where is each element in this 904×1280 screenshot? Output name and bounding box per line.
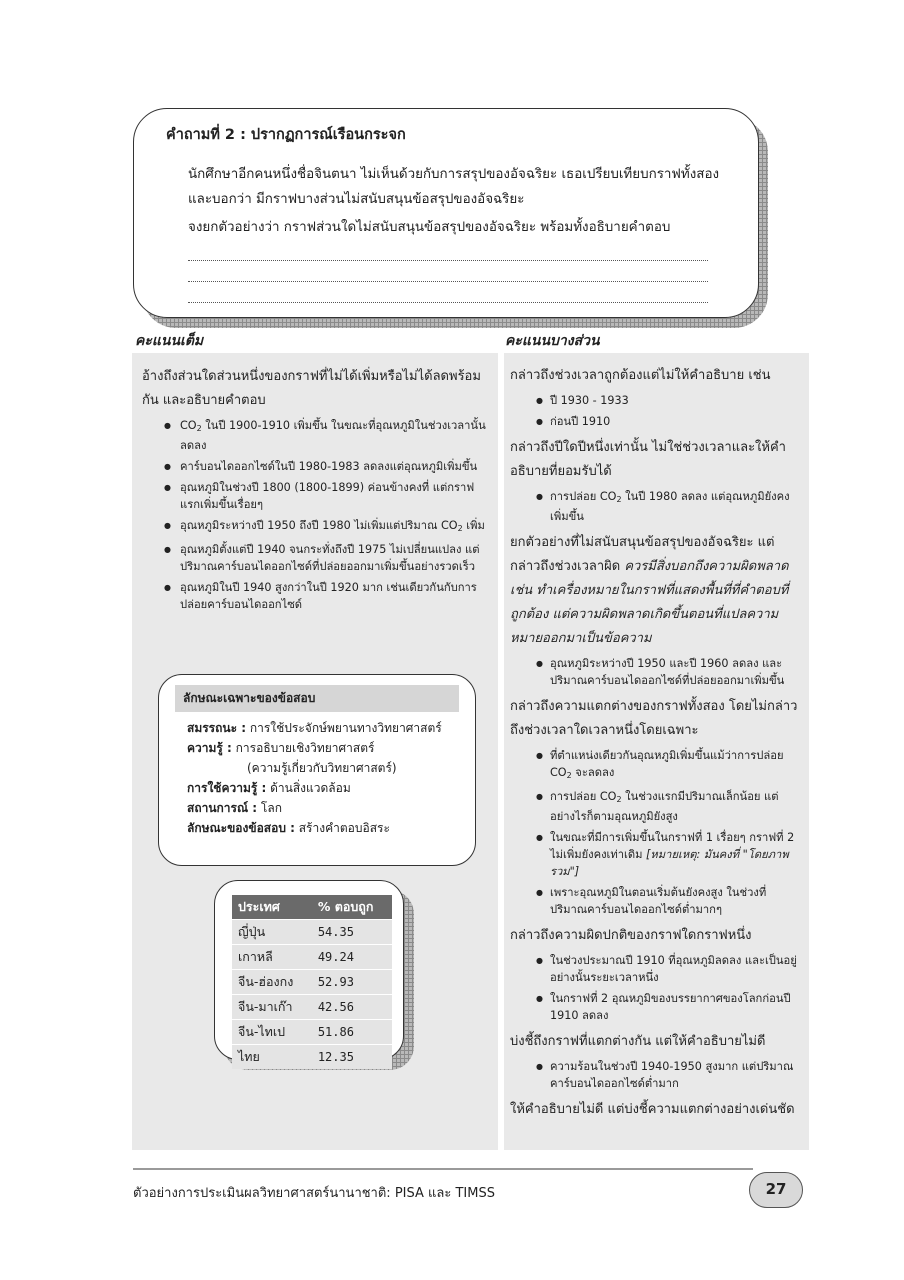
full-credit-heading: คะแนนเต็ม	[135, 333, 204, 349]
question-text	[166, 162, 728, 240]
situation-row: สถานการณ์ : โลก	[187, 801, 282, 815]
characteristics-heading: ลักษณะเฉพาะของข้อสอบ	[175, 685, 459, 712]
footer-divider	[133, 1168, 753, 1170]
list-item: ● คาร์บอนไดออกไซด์ในปี 1980-1983 ลดลงแต่อุณหภูมิเพิ่มขึ้น	[142, 458, 488, 475]
partial-list	[510, 747, 801, 918]
application-row: การใช้ความรู้ : ด้านสิ่งแวดล้อม	[187, 781, 351, 795]
list-item: ● อุณหภูมิในช่วงปี 1800 (1800-1899) ค่อนข้างคงที่ แต่กราฟแรกเพิ่มขึ้นเรื่อยๆ	[142, 479, 488, 513]
table-row	[232, 1020, 392, 1045]
answer-line[interactable]	[188, 240, 708, 261]
list-item: ● อุณหภูมิระหว่างปี 1950 และปี 1960 ลดลง และปริมาณคาร์บอนไดออกไซด์ที่ปล่อยออกมาเพิ่มขึ้น	[510, 655, 801, 689]
question-line: นักศึกษาอีกคนหนึ่งชื่อจินตนา ไม่เห็นด้วยกับการสรุปของอัจฉริยะ เธอเปรียบเทียบกราฟทั้งสอง	[188, 167, 720, 182]
partial-criterion: กล่าวถึงปีใดปีหนึ่งเท่านั้น ไม่ใช่ช่วงเวลาและให้คำอธิบายที่ยอมรับได้	[510, 440, 786, 479]
question-title: คำถามที่ 2 : ปรากฏการณ์เรือนกระจก	[166, 127, 406, 143]
country-cell: จีน-ไทเป	[232, 1020, 312, 1045]
question-line: จงยกตัวอย่างว่า กราฟส่วนใดไม่สนับสนุนข้อสรุปของอัจฉริยะ พร้อมทั้งอธิบายคำตอบ	[188, 220, 671, 235]
answer-line[interactable]	[188, 261, 708, 282]
country-cell: จีน-มาเก๊า	[232, 995, 312, 1020]
country-cell: จีน-ฮ่องกง	[232, 970, 312, 995]
partial-criterion: กล่าวถึงช่วงเวลาถูกต้องแต่ไม่ให้คำอธิบาย เช่น	[510, 368, 771, 383]
list-item: ● ปี 1930 - 1933	[510, 392, 801, 409]
country-cell: ญี่ปุ่น	[232, 920, 312, 945]
list-item: ● ในขณะที่มีการเพิ่มขึ้นในกราฟที่ 1 เรื่อยๆ กราฟที่ 2 ไม่เพิ่มยังคงเท่าเดิม [หมายเหตุ: มันคงที่ "โดยภาพรวม"]	[510, 829, 801, 880]
table-row	[232, 945, 392, 970]
partial-list	[510, 488, 801, 525]
table-row	[232, 1045, 392, 1070]
item-type-row: ลักษณะของข้อสอบ : สร้างคำตอบอิสระ	[187, 821, 390, 835]
footer-title: ตัวอย่างการประเมินผลวิทยาศาสตร์นานาชาติ: PISA และ TIMSS	[133, 1186, 495, 1201]
list-item: ● อุณหภูมิตั้งแต่ปี 1940 จนกระทั่งถึงปี 1975 ไม่เปลี่ยนแปลง แต่ปริมาณคาร์บอนไดออกไซด์ที่ปล่อยออกมาเพิ่มขึ้นอย่างรวดเร็ว	[142, 541, 488, 575]
partial-credit-heading: คะแนนบางส่วน	[505, 333, 600, 349]
list-item: ● การปล่อย $CO_2$ ในปี 1980 ลดลง แต่อุณหภูมิยังคงเพิ่มขึ้น	[510, 488, 801, 525]
table-row	[232, 970, 392, 995]
country-cell: เกาหลี	[232, 945, 312, 970]
percent-column-header: % ตอบถูก	[312, 895, 392, 920]
question-box	[133, 108, 759, 318]
item-characteristics-box	[158, 674, 476, 866]
knowledge-row: ความรู้ : การอธิบายเชิงวิทยาศาสตร์ (ความรู้เกี่ยวกับวิทยาศาสตร์)	[187, 741, 397, 775]
partial-criterion: กล่าวถึงความผิดปกติของกราฟใดกราฟหนึ่ง	[510, 928, 752, 943]
list-item: ● อุณหภูมิในปี 1940 สูงกว่าในปี 1920 มาก เช่นเดียวกันกับการปล่อยคาร์บอนไดออกไซด์	[142, 579, 488, 613]
list-item: ● ในช่วงประมาณปี 1910 ที่อุณหภูมิลดลง และเป็นอยู่อย่างนั้นระยะเวลาหนึ่ง	[510, 952, 801, 986]
table-header-row	[232, 895, 392, 920]
competency-row: สมรรถนะ : การใช้ประจักษ์พยานทางวิทยาศาสตร์	[187, 721, 442, 735]
percent-cell: 51.86	[312, 1020, 392, 1045]
partial-credit-panel	[504, 353, 809, 1150]
full-credit-list	[142, 417, 488, 613]
table-row	[232, 920, 392, 945]
percent-cell: 49.24	[312, 945, 392, 970]
partial-criterion: ให้คำอธิบายไม่ดี แต่บ่งชี้ความแตกต่างอย่างเด่นชัด	[510, 1102, 795, 1117]
list-item: ● อุณหภูมิระหว่างปี 1950 ถึงปี 1980 ไม่เพิ่มแต่ปริมาณ $CO_2$ เพิ่ม	[142, 517, 488, 537]
list-item: ● เพราะอุณหภูมิในตอนเริ่มต้นยังคงสูง ในช่วงที่ปริมาณคาร์บอนไดออกไซด์ต่ำมากๆ	[510, 884, 801, 918]
partial-criterion: กล่าวถึงความแตกต่างของกราฟทั้งสอง โดยไม่กล่าวถึงช่วงเวลาใดเวลาหนึ่งโดยเฉพาะ	[510, 699, 798, 738]
percent-cell: 54.35	[312, 920, 392, 945]
partial-list	[510, 392, 801, 430]
full-credit-intro: อ้างถึงส่วนใดส่วนหนึ่งของกราฟที่ไม่ได้เพิ่มหรือไม่ได้ลดพร้อมกัน และอธิบายคำตอบ	[142, 369, 481, 408]
list-item: ● ในกราฟที่ 2 อุณหภูมิของบรรยากาศของโลกก่อนปี 1910 ลดลง	[510, 990, 801, 1024]
percent-cell: 12.35	[312, 1045, 392, 1070]
percent-cell: 42.56	[312, 995, 392, 1020]
list-item: ● ก่อนปี 1910	[510, 413, 801, 430]
list-item: ● $CO_2$ ในปี 1900-1910 เพิ่มขึ้น ในขณะที่อุณหภูมิในช่วงเวลานั้นลดลง	[142, 417, 488, 454]
question-line: และบอกว่า มีกราฟบางส่วนไม่สนับสนุนข้อสรุปของอัจฉริยะ	[188, 192, 525, 207]
answer-line[interactable]	[188, 282, 708, 303]
partial-list	[510, 952, 801, 1024]
percent-cell: 52.93	[312, 970, 392, 995]
page-number: 27	[749, 1172, 803, 1208]
country-column-header: ประเทศ	[232, 895, 312, 920]
partial-list	[510, 1058, 801, 1092]
list-item: ● ที่ตำแหน่งเดียวกันอุณหภูมิเพิ่มขึ้นแม้ว่าการปล่อย $CO_2$ จะลดลง	[510, 747, 801, 784]
table-row	[232, 995, 392, 1020]
results-table-box	[214, 880, 404, 1064]
list-item: ● การปล่อย $CO_2$ ในช่วงแรกมีปริมาณเล็กน้อย แต่อย่างไรก็ตามอุณหภูมิยังสูง	[510, 788, 801, 825]
partial-list	[510, 655, 801, 689]
results-table	[232, 895, 392, 1069]
country-cell: ไทย	[232, 1045, 312, 1070]
partial-criterion: ยกตัวอย่างที่ไม่สนับสนุนข้อสรุปของอัจฉริยะ แต่กล่าวถึงช่วงเวลาผิด ควรมีสิ่งบอกถึงความผิดพลาด เช่น ทำเครื่องหมายในกราฟที่แสดงพื้นที่ที่คำตอบที่ถูกต้อง แต่ความผิดพลาดเกิดขึ้นตอนที่แปลความหมายออกมาเป็นข้อความ	[510, 535, 789, 646]
list-item: ● ความร้อนในช่วงปี 1940-1950 สูงมาก แต่ปริมาณคาร์บอนไดออกไซด์ต่ำมาก	[510, 1058, 801, 1092]
partial-criterion: บ่งชี้ถึงกราฟที่แตกต่างกัน แต่ให้คำอธิบายไม่ดี	[510, 1034, 766, 1049]
